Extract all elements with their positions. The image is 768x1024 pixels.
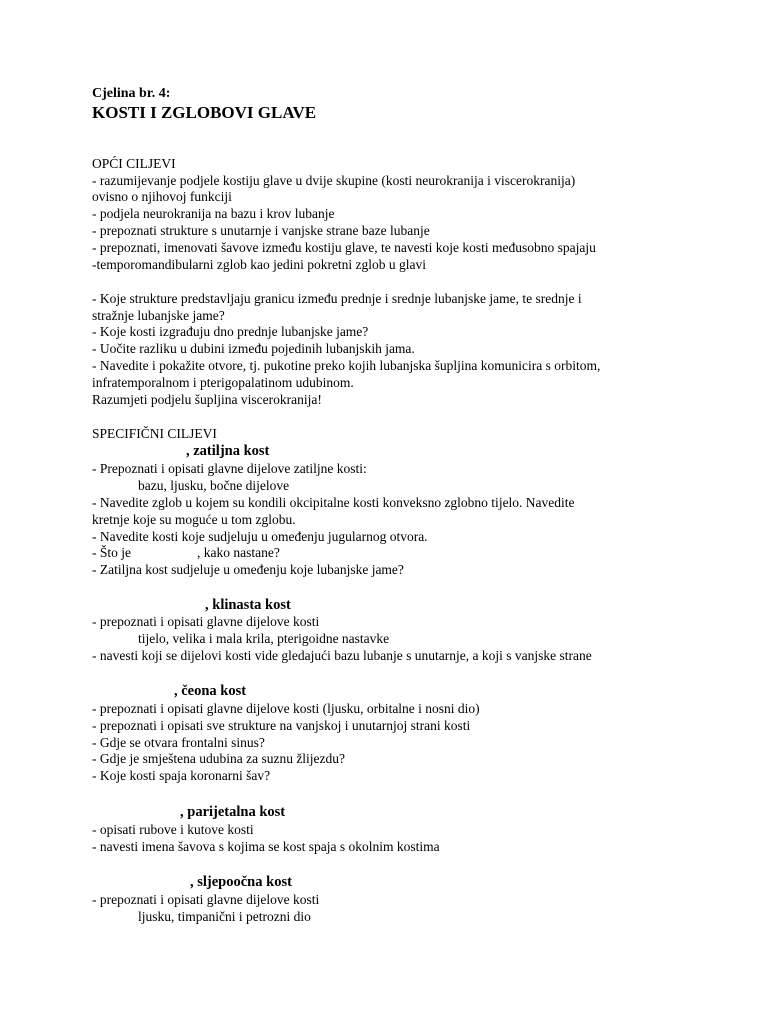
frontal-bone-title: , čeona kost [174, 683, 247, 699]
parietal-bone-title: , parijetalna kost [180, 804, 286, 820]
question-line: - Uočite razliku u dubini između pojedinih lubanjskih jama. [92, 341, 415, 356]
general-line: ovisno o njihovoj funkciji [92, 189, 232, 204]
occipital-question [92, 545, 280, 561]
occipital-bone-title: , zatiljna kost [186, 443, 270, 459]
parietal-line: - opisati rubove i kutove kosti [92, 822, 254, 837]
general-line: - podjela neurokranija na bazu i krov lubanje [92, 206, 335, 221]
frontal-line: - Gdje je smještena udubina za suznu žlijezdu? [92, 751, 346, 766]
occipital-line: - Navedite kosti koje sudjeluju u omeđenju jugularnog otvora. [92, 529, 428, 544]
temporal-bone-title: , sljepoočna kost [190, 874, 292, 890]
question-line: stražnje lubanjske jame? [92, 308, 225, 323]
sphenoid-line: - prepoznati i opisati glavne dijelove kosti [92, 614, 320, 629]
general-line: - prepoznati, imenovati šavove između kostiju glave, te navesti koje kosti međusobno spajaju [92, 240, 596, 255]
question-line: - Koje strukture predstavljaju granicu između prednje i srednje lubanjske jame, te srednje i [92, 291, 582, 306]
occipital-question-end: , kako nastane? [197, 545, 280, 560]
question-line: Razumjeti podjelu šupljina viscerokranija! [92, 392, 322, 407]
specific-heading: SPECIFIČNI CILJEVI [92, 426, 217, 441]
occipital-line: kretnje koje su moguće u tom zglobu. [92, 512, 296, 527]
occipital-line: - Navedite zglob u kojem su kondili okcipitalne kosti konveksno zglobno tijelo. Navedite [92, 495, 575, 510]
general-line: -temporomandibularni zglob kao jedini pokretni zglob u glavi [92, 257, 427, 272]
question-line: - Koje kosti izgrađuju dno prednje lubanjske jame? [92, 324, 369, 339]
sphenoid-bone-title: , klinasta kost [205, 597, 291, 613]
occipital-line: bazu, ljusku, bočne dijelove [138, 478, 290, 493]
occipital-question-start: - Što je [92, 545, 131, 560]
frontal-line: - prepoznati i opisati glavne dijelove kosti (ljusku, orbitalne i nosni dio) [92, 701, 480, 716]
general-line: - prepoznati strukture s unutarnje i vanjske strane baze lubanje [92, 223, 430, 238]
temporal-line: - prepoznati i opisati glavne dijelove kosti [92, 892, 320, 907]
general-heading: OPĆI CILJEVI [92, 156, 176, 171]
general-line: - razumijevanje podjele kostiju glave u dvije skupine (kosti neurokranija i viscerokranija) [92, 173, 576, 188]
page-title: KOSTI I ZGLOBOVI GLAVE [92, 103, 317, 122]
question-line: infratemporalnom i pterigopalatinom udubinom. [92, 375, 354, 390]
frontal-line: - Koje kosti spaja koronarni šav? [92, 768, 271, 783]
parietal-line: - navesti imena šavova s kojima se kost spaja s okolnim kostima [92, 839, 440, 854]
frontal-line: - prepoznati i opisati sve strukture na vanjskoj i unutarnjoj strani kosti [92, 718, 471, 733]
sphenoid-line: - navesti koji se dijelovi kosti vide gledajući bazu lubanje s unutarnje, a koji s vanjske strane [92, 648, 592, 663]
frontal-line: - Gdje se otvara frontalni sinus? [92, 735, 265, 750]
occipital-line: - Prepoznati i opisati glavne dijelove zatiljne kosti: [92, 461, 367, 476]
unit-label: Cjelina br. 4: [92, 86, 171, 101]
occipital-line: - Zatiljna kost sudjeluje u omeđenju koje lubanjske jame? [92, 562, 404, 577]
question-line: - Navedite i pokažite otvore, tj. pukotine preko kojih lubanjska šupljina komunicira s orbitom, [92, 358, 601, 373]
temporal-line: ljusku, timpanični i petrozni dio [138, 909, 311, 924]
sphenoid-line: tijelo, velika i mala krila, pterigoidne nastavke [138, 631, 390, 646]
